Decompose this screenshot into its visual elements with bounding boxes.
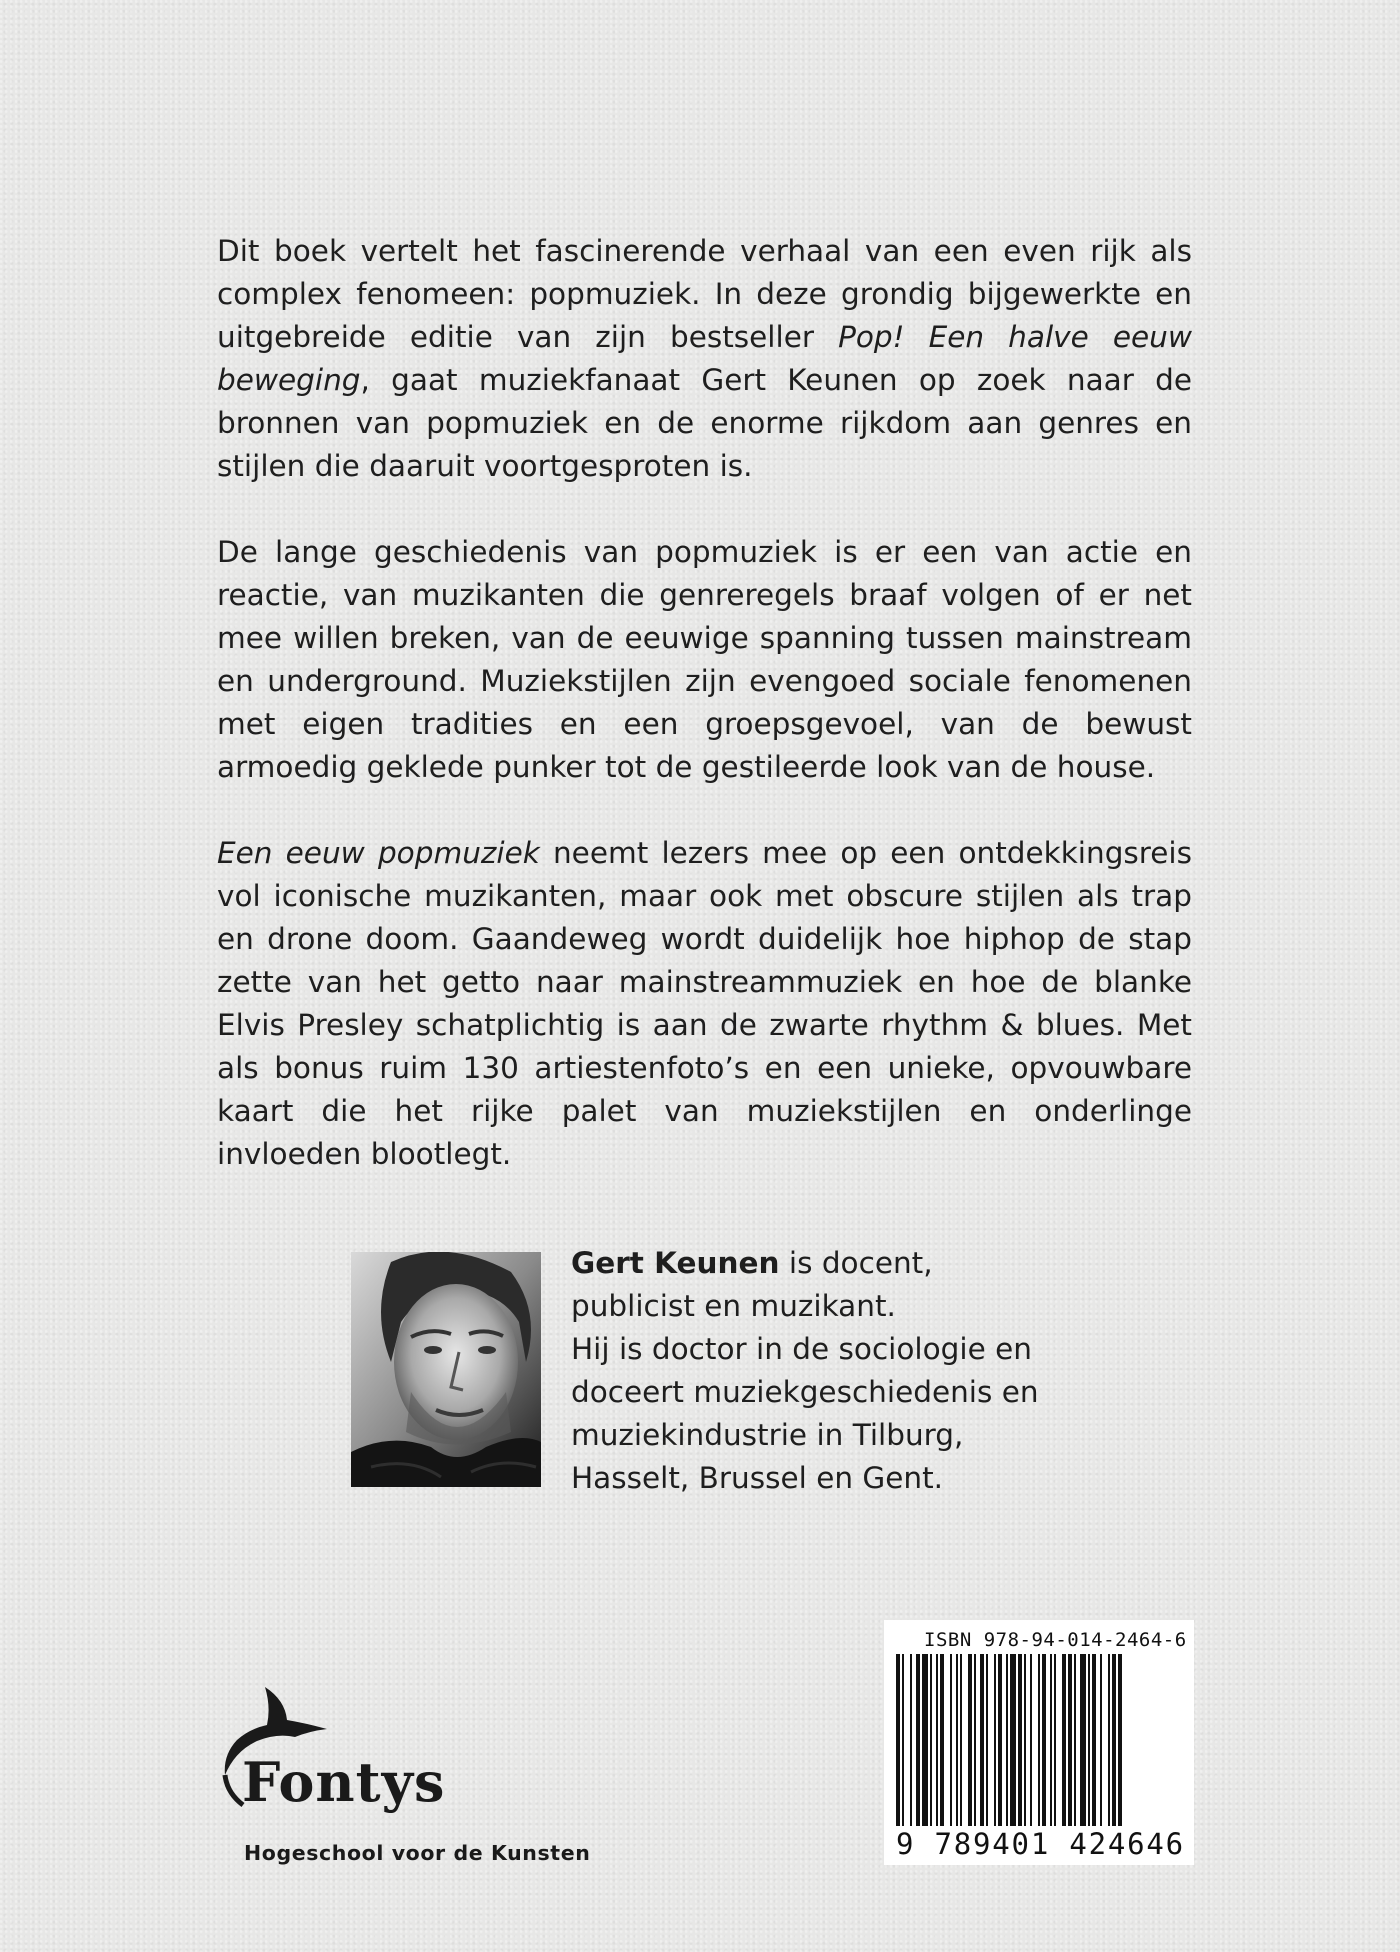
- author-portrait-photo: [351, 1252, 541, 1487]
- blurb-text: , gaat muziekfanaat Gert Keunen op zoek naar de bronnen van popmuziek en de enorme rijkdom aan genres en stijlen die daaruit voortgesproten is.: [217, 363, 1192, 483]
- barcode-bar: [960, 1654, 962, 1826]
- barcode-bar: [998, 1654, 1002, 1826]
- barcode-bar: [1006, 1654, 1008, 1826]
- book-title-italic: Een eeuw popmuziek: [217, 836, 540, 870]
- barcode-bar: [922, 1654, 928, 1826]
- barcode-bar: [1112, 1654, 1116, 1826]
- publisher-logo-word: Fontys: [242, 1750, 446, 1814]
- blurb-paragraph-1: [217, 230, 1192, 488]
- author-bio: [571, 1242, 1091, 1500]
- barcode-bar: [1080, 1654, 1086, 1826]
- bio-text: is docent,: [779, 1246, 933, 1280]
- barcode-bar: [986, 1654, 988, 1826]
- barcode-bar: [1100, 1654, 1102, 1826]
- barcode-bar: [1018, 1654, 1022, 1826]
- barcode-bar: [1062, 1654, 1066, 1826]
- book-title-italic: Pop! Een halve eeuw beweging: [217, 320, 1192, 397]
- barcode-bar: [930, 1654, 932, 1826]
- barcode-digits: 9 789401 424646: [896, 1827, 1185, 1861]
- barcode-bar: [902, 1654, 904, 1826]
- barcode-bar: [1092, 1654, 1096, 1826]
- barcode-bar: [1030, 1654, 1032, 1826]
- barcode-bar: [1068, 1654, 1072, 1826]
- bio-line-1: [571, 1242, 1091, 1285]
- barcode-bar: [1074, 1654, 1076, 1826]
- barcode-bar: [916, 1654, 920, 1826]
- barcode-bar: [968, 1654, 972, 1826]
- barcode-bar: [940, 1654, 944, 1826]
- barcode-bar: [956, 1654, 958, 1826]
- portrait-image: [351, 1252, 541, 1487]
- barcode-bar: [1024, 1654, 1026, 1826]
- barcode-bar: [1118, 1654, 1122, 1826]
- barcode-bar: [974, 1654, 976, 1826]
- barcode-bar: [950, 1654, 952, 1826]
- barcode-bar: [1010, 1654, 1016, 1826]
- author-name: Gert Keunen: [571, 1246, 780, 1280]
- isbn-label: ISBN 978-94-014-2464-6: [924, 1629, 1187, 1651]
- blurb-paragraph-3: [217, 832, 1192, 1176]
- bio-line-3: Hij is doctor in de sociologie en: [571, 1332, 1032, 1366]
- bio-line-6: Hasselt, Brussel en Gent.: [571, 1461, 944, 1495]
- barcode-bar: [980, 1654, 984, 1826]
- barcode-bar: [1088, 1654, 1090, 1826]
- barcode-bar: [1108, 1654, 1110, 1826]
- barcode-bar: [1050, 1654, 1052, 1826]
- barcode-bar: [1054, 1654, 1056, 1826]
- barcode-bar: [994, 1654, 996, 1826]
- blurb-paragraph-2: De lange geschiedenis van popmuziek is er een van actie en reactie, van muzikanten die genreregels braaf volgen of er net mee willen breken, van de eeuwige spanning tussen mainstream en underground. Muziekstijlen zijn evengoed sociale fenomenen met eigen tradities en een groepsgevoel, van de bewust armoedig geklede punker tot de gestileerde look van de house.: [217, 535, 1192, 784]
- back-cover-blurb: [217, 230, 1192, 1219]
- barcode-bar: [910, 1654, 912, 1826]
- bio-line-2: publicist en muzikant.: [571, 1289, 896, 1323]
- isbn-barcode: [884, 1620, 1194, 1865]
- barcode-bar: [1042, 1654, 1046, 1826]
- barcode-bar: [896, 1654, 900, 1826]
- blurb-text: Dit boek vertelt het fascinerende verhaal van een even rijk als complex fenomeen: popmuziek. In deze grondig bijgewerkte en uitgebreide editie van zijn bestseller: [217, 234, 1192, 354]
- blurb-text: neemt lezers mee op een ontdekkingsreis vol iconische muzikanten, maar ook met obscure stijlen als trap en drone doom. Gaandeweg wordt duidelijk hoe hiphop de stap zette van het getto naar mainstreammuziek en hoe de blanke Elvis Presley schatplichtig is aan de zwarte rhythm & blues. Met als bonus ruim 130 artiestenfoto’s en een unieke, opvouwbare kaart die het rijke palet van muziekstijlen en onderlinge invloeden blootlegt.: [217, 836, 1192, 1171]
- publisher-subtitle: Hogeschool voor de Kunsten: [244, 1841, 591, 1865]
- bio-line-4: doceert muziekgeschiedenis en: [571, 1375, 1039, 1409]
- bio-line-5: muziekindustrie in Tilburg,: [571, 1418, 964, 1452]
- barcode-bar: [1038, 1654, 1040, 1826]
- barcode-bars: [894, 1654, 1184, 1829]
- barcode-bar: [936, 1654, 938, 1826]
